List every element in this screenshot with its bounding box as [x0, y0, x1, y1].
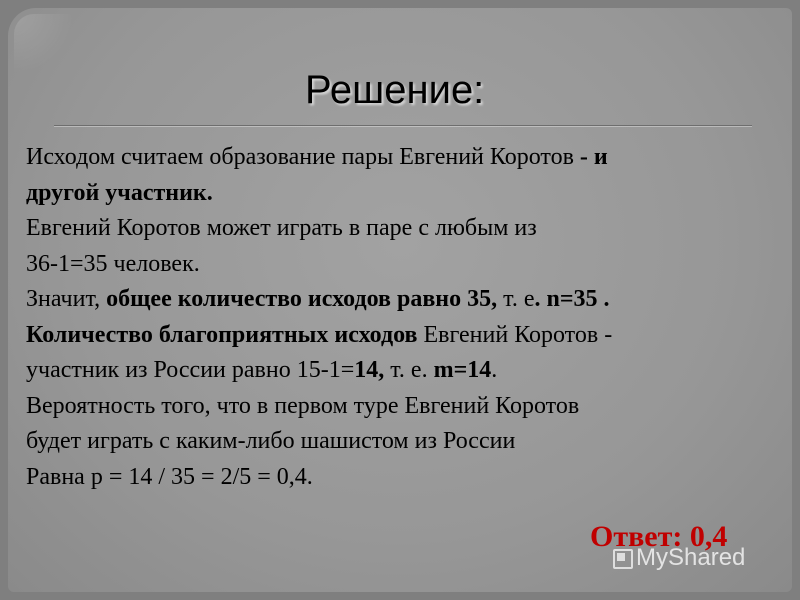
text-line [26, 140, 786, 176]
text-line [26, 353, 786, 389]
text-segment: Вероятность того, что в первом туре Евгений Коротов [26, 392, 580, 419]
text-segment: Евгений Коротов - [417, 321, 613, 348]
text-segment: Евгений Коротов может играть в паре с любым из [26, 215, 537, 241]
text-segment: т. е. [384, 357, 434, 383]
text-line [26, 460, 786, 496]
solution-text [26, 140, 786, 495]
text-line [26, 318, 786, 354]
text-segment: . [491, 357, 498, 383]
bold-text-segment: Количество благоприятных исходов [26, 321, 418, 348]
text-line [26, 211, 786, 247]
text-segment: Исходом считаем образование пары Евгений Коротов [26, 144, 580, 170]
text-segment: будет играть с каким-либо шашистом из России [26, 428, 516, 454]
answer-text: Ответ: 0,4 [590, 520, 728, 553]
text-line [26, 282, 786, 318]
text-line [26, 247, 786, 283]
text-line [26, 176, 786, 212]
text-segment: Равна р = 14 / 35 = 2/5 = 0,4. [26, 463, 313, 490]
text-segment: т. е [497, 286, 535, 312]
bold-text-segment: . n=35 . [534, 286, 610, 312]
text-segment: участник из России равно 15-1= [26, 357, 355, 383]
bold-text-segment: другой участник. [26, 179, 213, 206]
bold-text-segment: 14, [354, 357, 385, 383]
bold-text-segment: - и [579, 144, 608, 170]
text-segment: Значит, [26, 286, 107, 312]
text-segment: 36-1=35 человек. [26, 250, 200, 277]
corner-decoration [14, 14, 74, 74]
title-divider [54, 125, 752, 126]
bold-text-segment: m=14 [433, 357, 492, 383]
text-line [26, 424, 786, 460]
text-line [26, 389, 786, 425]
watermark [612, 544, 745, 572]
slide-title: Решение: [305, 68, 485, 112]
bold-text-segment: общее количество исходов равно 35, [106, 286, 498, 312]
watermark-logo-icon [612, 547, 632, 569]
watermark-text: MyShared [636, 544, 746, 571]
